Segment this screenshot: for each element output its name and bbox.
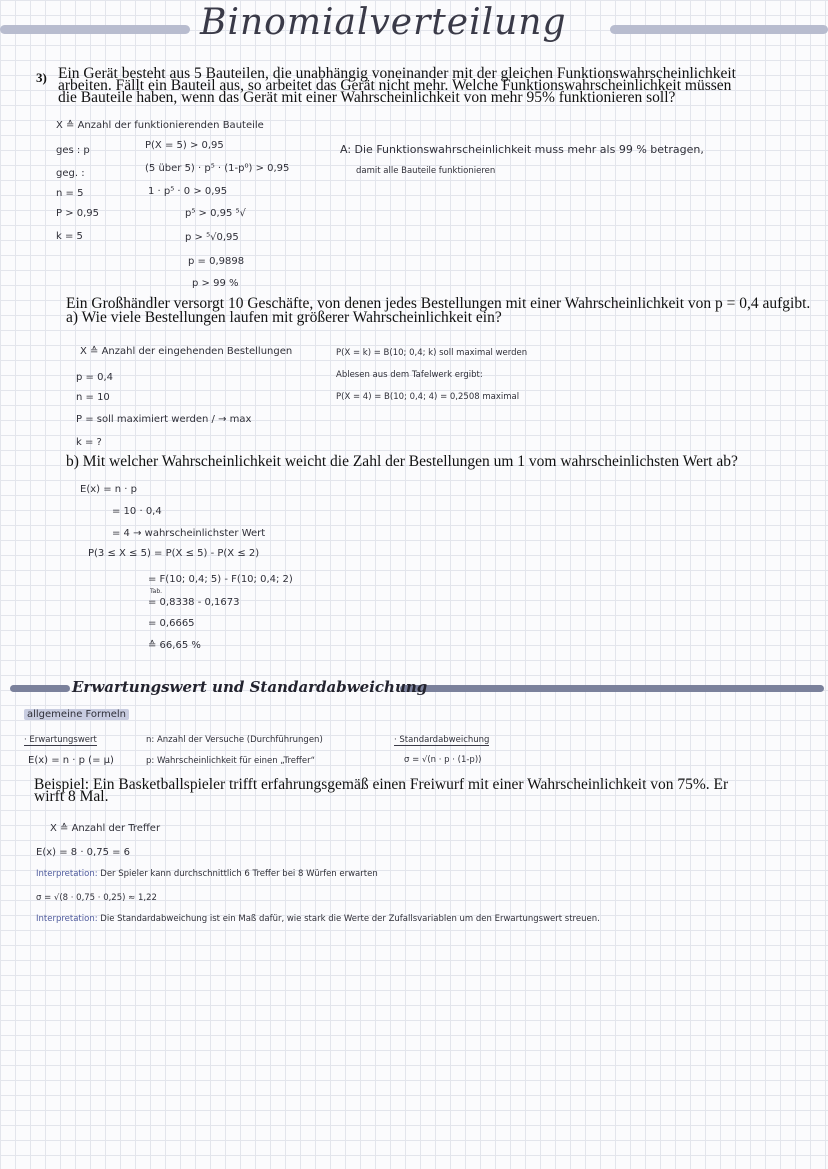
task3-answer-1: A: Die Funktionswahrscheinlichkeit muss mehr als 99 % betragen, (340, 143, 704, 156)
task3-answer-2: damit alle Bauteile funktionieren (356, 166, 496, 176)
formulas-label-text: allgemeine Formeln (24, 709, 129, 720)
section-heading: Erwartungswert und Standardabweichung (72, 678, 428, 696)
task4-x-def: X ≙ Anzahl der eingehenden Bestellungen (80, 346, 293, 357)
task3-step-7: p > 99 % (192, 278, 239, 289)
example-text-1: Beispiel: Ein Basketballspieler trifft erfahrungsgemäß einen Freiwurf mit einer Wahrscheinlichkeit von 75%. Er (34, 776, 729, 793)
section-band-right (400, 685, 824, 692)
task4-left-1: p = 0,4 (76, 372, 113, 383)
task4-left-3: P = soll maximiert werden / → max (76, 414, 252, 425)
task3-given-5: k = 5 (56, 231, 83, 242)
ew-label: · Erwartungswert (24, 735, 97, 745)
title-band-left (0, 25, 190, 34)
task3-text-3: die Bauteile haben, wenn das Gerät mit einer Wahrscheinlichkeit von mehr 95% funktionieren soll? (58, 89, 676, 106)
task4-b-step-3: = 4 → wahrscheinlichster Wert (112, 528, 266, 539)
task4-left-2: n = 10 (76, 392, 110, 403)
interp1-row (36, 869, 378, 879)
task4-b-step-7: = 0,6665 (148, 618, 195, 629)
task3-text-2: arbeiten. Fällt ein Bauteil aus, so arbeitet das Gerät nicht mehr. Welche Funktionswahrscheinlichkeit müssen (58, 77, 732, 94)
example-x-def: X ≙ Anzahl der Treffer (50, 823, 161, 834)
task3-step-6: p = 0,9898 (188, 256, 245, 267)
sd-formula: σ = √(n · p · (1-p)) (404, 755, 482, 765)
p-def: p: Wahrscheinlichkeit für einen „Treffer“ (146, 756, 315, 766)
task3-step-2: (5 über 5) · p⁵ · (1-p⁰) > 0,95 (145, 163, 290, 174)
task4-b-step-1: E(x) = n · p (80, 484, 137, 495)
title-band-right (610, 25, 828, 34)
task4-b-step-5: = F(10; 0,4; 5) - F(10; 0,4; 2) (148, 574, 293, 585)
task4-b-step-tab: Tab. (150, 588, 163, 595)
task3-number: 3) (36, 70, 47, 85)
task4-b-step-8: ≙ 66,65 % (148, 640, 201, 651)
example-text-2: wirft 8 Mal. (34, 788, 109, 805)
interp2-text: Die Standardabweichung ist ein Maß dafür, wie stark die Werte der Zufallsvariablen um den Erwartungswert streuen. (100, 914, 600, 924)
task4-b-step-6: = 0,8338 - 0,1673 (148, 597, 240, 608)
task4-text-2: a) Wie viele Bestellungen laufen mit größerer Wahrscheinlichkeit ein? (66, 309, 502, 326)
example-sd: σ = √(8 · 0,75 · 0,25) ≈ 1,22 (36, 893, 157, 903)
task3-step-4: p⁵ > 0,95 ⁵√ (185, 208, 246, 219)
sd-label: · Standardabweichung (394, 735, 490, 745)
interp1-text: Der Spieler kann durchschnittlich 6 Treffer bei 8 Würfen erwarten (100, 869, 378, 879)
task4-right-2: Ablesen aus dem Tafelwerk ergibt: (336, 370, 483, 380)
task3-step-1: P(X = 5) > 0,95 (145, 140, 224, 151)
task3-text-1: Ein Gerät besteht aus 5 Bauteilen, die unabhängig voneinander mit der gleichen Funktionswahrscheinlichkeit (58, 65, 736, 82)
task4-part-b: b) Mit welcher Wahrscheinlichkeit weicht die Zahl der Bestellungen um 1 vom wahrscheinlichsten Wert ab? (66, 453, 738, 470)
interp2-row (36, 914, 600, 924)
page-title: Binomialverteilung (200, 2, 567, 43)
task3-given-4: P > 0,95 (56, 208, 100, 219)
task3-given-2: geg. : (56, 168, 85, 179)
task4-right-1: P(X = k) = B(10; 0,4; k) soll maximal werden (336, 348, 528, 358)
task4-left-4: k = ? (76, 437, 102, 448)
interp1-label: Interpretation: (36, 869, 98, 879)
task4-b-step-4: P(3 ≤ X ≤ 5) = P(X ≤ 5) - P(X ≤ 2) (88, 548, 260, 559)
interp2-label: Interpretation: (36, 914, 98, 924)
formulas-label (24, 709, 129, 720)
task3-given-3: n = 5 (56, 188, 84, 199)
task4-text-1: Ein Großhändler versorgt 10 Geschäfte, von denen jedes Bestellungen mit einer Wahrscheinlichkeit von p = 0,4 aufgibt. (66, 295, 811, 312)
ew-formula: E(x) = n · p (= μ) (28, 755, 114, 766)
task3-x-def: X ≙ Anzahl der funktionierenden Bauteile (56, 120, 264, 131)
task4-b-step-2: = 10 · 0,4 (112, 506, 162, 517)
task3-step-5: p > ⁵√0,95 (185, 232, 239, 243)
task3-given-1: ges : p (56, 145, 90, 156)
task3-step-3: 1 · p⁵ · 0 > 0,95 (148, 186, 228, 197)
task4-right-3: P(X = 4) = B(10; 0,4; 4) = 0,2508 maximal (336, 392, 520, 402)
example-ew: E(x) = 8 · 0,75 = 6 (36, 847, 131, 858)
section-band-left (10, 685, 70, 692)
n-def: n: Anzahl der Versuche (Durchführungen) (146, 735, 323, 745)
